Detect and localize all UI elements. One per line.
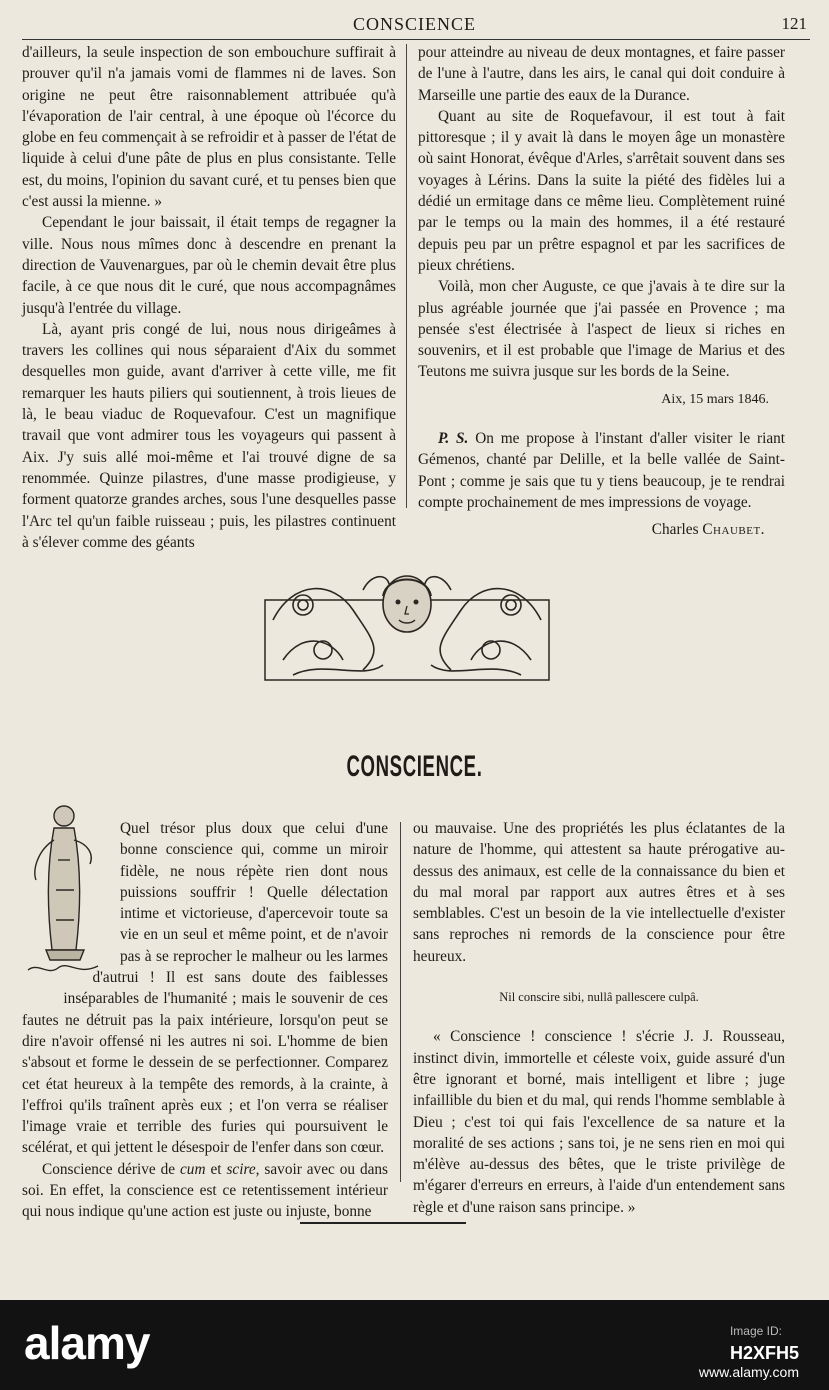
paragraph: ou mauvaise. Une des propriétés les plus éclatantes de la nature de l'homme, qui attestent sa haute prérogative au-dessus des animaux, est celle de la connaissance du bien et du mal moral par rapport aux autres êtres et à ses semblables. C'est un besoin de la vie intellectuelle d'exister sans reproches ni remords de la conscience pour être heureux. (413, 820, 785, 965)
article-column-1 (22, 818, 388, 1223)
column-rule (400, 822, 401, 1182)
running-head-title: CONSCIENCE (352, 14, 476, 34)
paragraph: Cependant le jour baissait, il était temps de regagner la ville. Nous nous mîmes donc à descendre en prenant la direction de Vauvenargues, par où le chemin devait être plus facile, à ce que nous dit le curé, que nous accompagnâmes jusqu'à l'entrée du village. (22, 214, 396, 317)
paragraph: d'ailleurs, la seule inspection de son embouchure suffirait à prouver qu'il n'a jamais vomi de flammes ni de laves. Son origine ne peut être raisonnablement attribuée qu'à l'évaporation de l'air central, à une époque où l'écorce du globe en feu commençait à se refroidir et à passer de l'état de liquide à celui d'une pâte de plus en plus consistante. Telle est, du moins, l'opinion du savant curé, et tu penses bien que c'est aussi la mienne. » (22, 44, 396, 211)
dateline: Aix, 15 mars 1846. (661, 391, 769, 407)
article-title: CONSCIENCE. (346, 750, 483, 783)
latin-epigraph: Nil conscire sibi, nullâ pallescere culpâ. (499, 990, 699, 1005)
allegorical-figure-image (18, 800, 110, 990)
ps-label: P. S. (438, 430, 469, 448)
footer-url: www.alamy.com (698, 1364, 799, 1380)
paragraph: Quel trésor plus doux que celui d'une bonne conscience qui, comme un miroir fidèle, ne nous répète rien dont nous puissions souffrir ! Quelle délectation intime et victorieuse, d'apercevoir toute sa vie en un seul et même point, et de n'avoir pas à se reprocher le malheur ou les larmes d'autrui ! Il est sans doute des faiblesses inséparables de l'humanité ; mais le souvenir de ces fautes ne détruit pas la paix intérieure, lorsqu'on peut se dire n'avoir offensé ni les autres ni soi. L'homme de bien s'absout et forme le dessein de se perfectionner. Comparez cet état heureux à la tempête des remords, à la crainte, à l'effroi qu'ils traînent après eux ; et l'on verra se réaliser l'image vraie et terrible des furies qui poursuivent le scélérat, et qui jettent le désespoir de l'enfer dans son cœur. (22, 820, 388, 1157)
article-column-2 (413, 818, 785, 1218)
column-rule (406, 44, 407, 508)
signature-first-name: Charles (651, 521, 699, 539)
ornamental-vignette-image (263, 560, 551, 684)
ps-text: On me propose à l'instant d'aller visiter le riant Gémenos, chanté par Delille, et la belle vallée de Saint-Pont ; comme je sais que tu y tiens beaucoup, je te rendrai compte prochainement de mes impressions de voyage. (418, 430, 786, 511)
etymology-continuation: savoir avec ou dans soi. En effet, la conscience est ce retentissement intérieur qui nous indique qu'une action est juste ou injuste, bonne (22, 1160, 388, 1221)
paragraph: Là, ayant pris congé de lui, nous nous dirigeâmes à travers les collines qui nous séparaient d'Aix du sommet desquelles mon guide, avant d'arriver à cette ville, me fit remarquer les hauts piliers qui soutiennent, à trois lieues de là, le beau viaduc de Roquevafour. C'est un magnifique travail que vont admirer tous les voyageurs qui passent à Aix. J'y suis allé moi-même et l'ai trouvé digne de sa renommée. Quinze pilastres, d'une masse prodigieuse, y forment quatorze grandes arches, sous l'une desquelles passe l'Arc tel qu'un faible ruisseau ; puis, les pilastres continuent à s'élever comme des géants (22, 320, 396, 551)
paragraph: Voilà, mon cher Auguste, ce que j'avais à te dire sur la plus agréable journée que j'ai passée en Provence ; ma pensée s'est électrisée à l'aspect de lieux si riches en souvenirs, et il est probable que l'image de Marius et des Teutons me suivra jusque sur les bords de la Seine. (418, 278, 785, 381)
etymology-scire: scire, (226, 1160, 260, 1178)
signature (418, 519, 765, 540)
paragraph: pour atteindre au niveau de deux montagnes, et faire passer de l'une à l'autre, dans les airs, le canal qui doit conduire à Marseille une partie des eaux de la Durance. (418, 44, 785, 104)
paragraph: Quant au site de Roquefavour, il est tout à fait pittoresque ; il y avait là dans le moyen âge un monastère où saint Honorat, évêque d'Arles, s'arrêtait souvent dans ses voyages à Lérins. Dans la suite la piété des fidèles lui a dédié un ermitage dans ce même lieu. Complètement ruiné par le temps ou la main des hommes, il a été restauré depuis peu par un prêtre espagnol et par les sacrifices de pieux chrétiens. (418, 107, 785, 274)
header-rule (22, 39, 810, 40)
image-id-block (730, 1320, 799, 1364)
watermark-footer-bar (0, 1300, 829, 1390)
paragraph (22, 1159, 388, 1223)
alamy-logo: alamy (24, 1317, 150, 1369)
etymology-cum: cum (180, 1160, 206, 1178)
etymology-text: Conscience dérive de (42, 1160, 176, 1178)
postscript (418, 428, 785, 513)
rousseau-quote: « Conscience ! conscience ! s'écrie J. J. Rousseau, instinct divin, immortelle et céleste voix, guide assuré d'un être ignorant et borné, mais intelligent et libre ; juge infaillible du bien et du mal, qui rends l'homme semblable à Dieu ; c'est toi qui fais l'excellence de sa nature et la moralité de ses actions ; sans toi, je ne sens rien en moi qui m'élève au-dessus des bêtes, que le triste privilège de m'égarer d'erreurs en erreurs, à l'aide d'un entendement sans règle et d'une raison sans principe. » (413, 1028, 785, 1216)
running-head (0, 14, 829, 38)
etymology-and: et (210, 1160, 222, 1178)
image-id-value: H2XFH5 (729, 1343, 799, 1363)
previous-article-column-2 (418, 42, 785, 541)
image-id-label: Image ID: (729, 1324, 782, 1338)
previous-article-column-1 (22, 42, 396, 553)
page-number: 121 (781, 14, 807, 33)
end-rule (300, 1222, 466, 1224)
signature-last-name: Chaubet. (702, 521, 765, 539)
face-mask-icon (383, 576, 431, 632)
